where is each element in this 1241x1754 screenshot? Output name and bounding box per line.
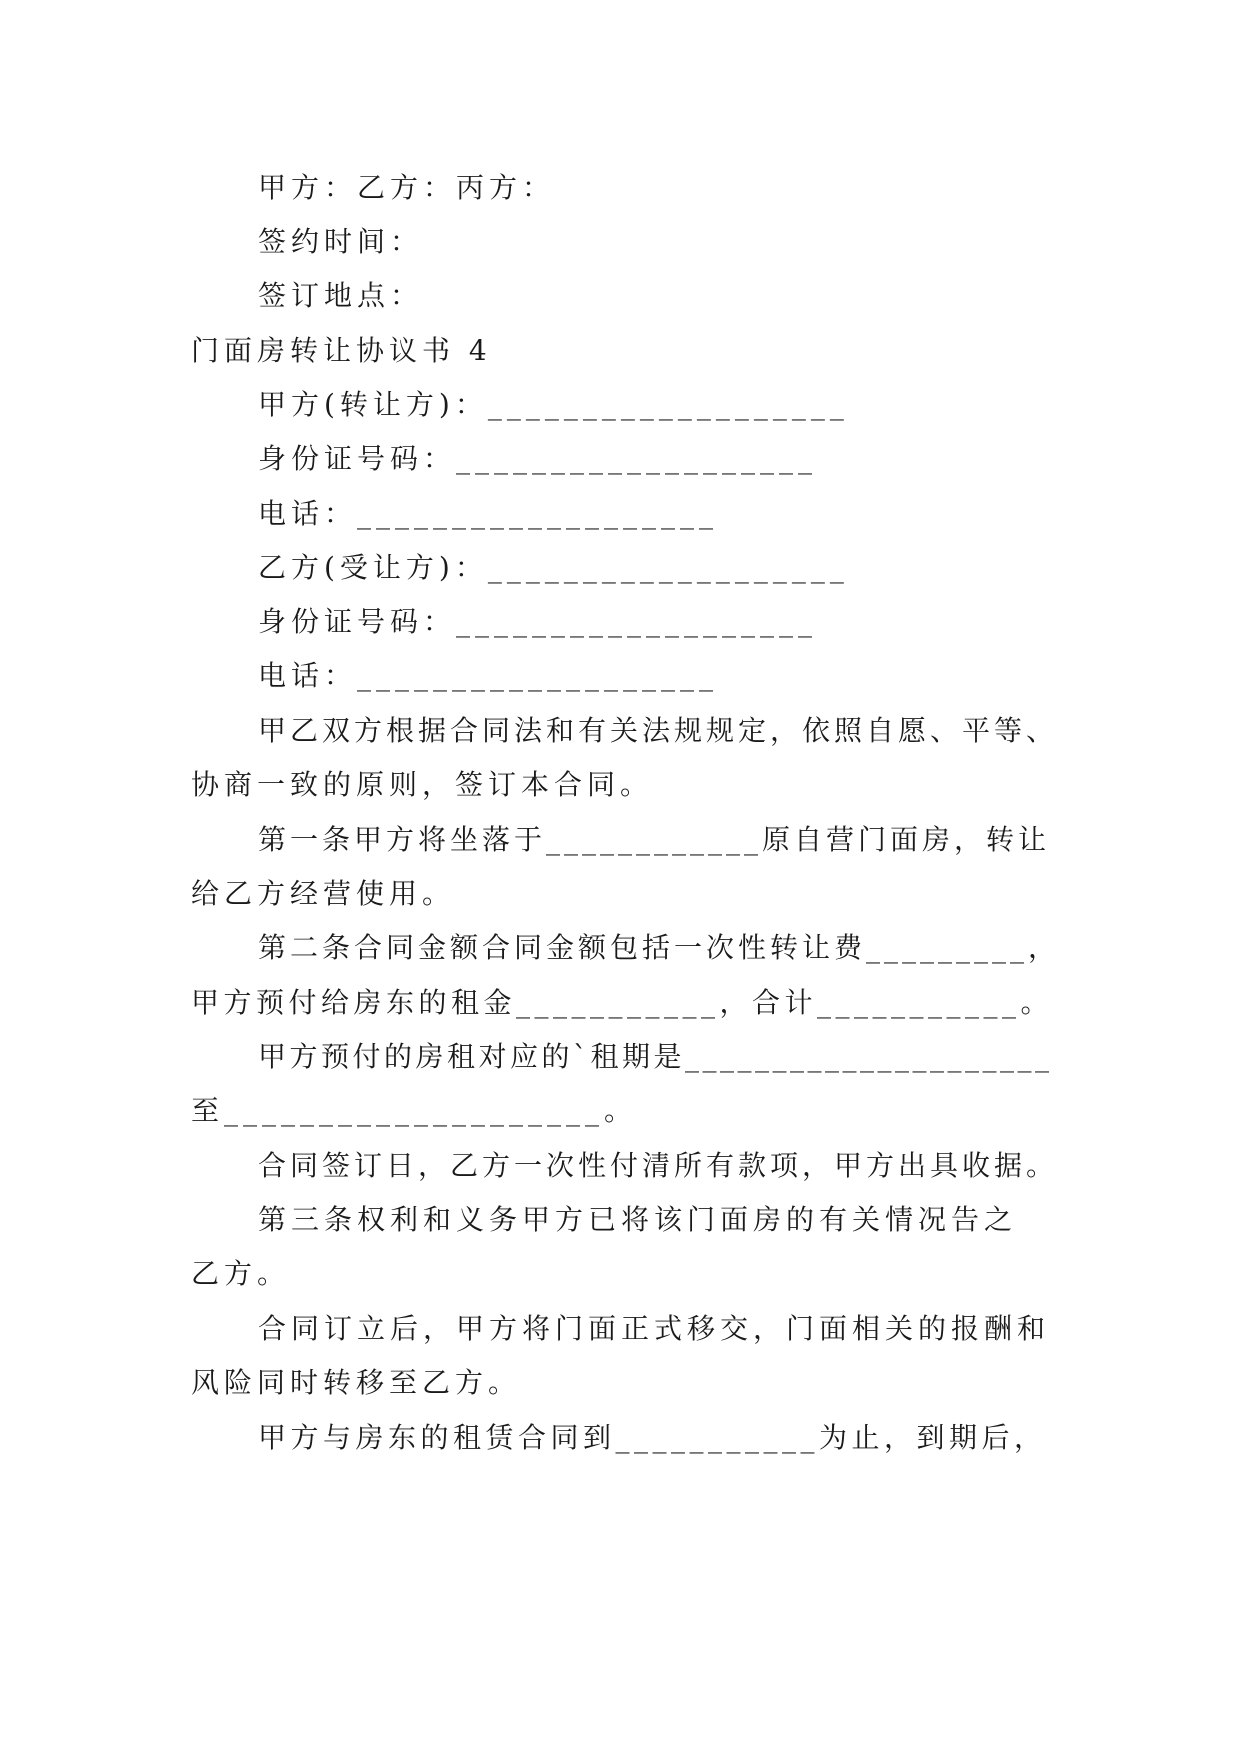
signing-place-line: 签订地点： xyxy=(258,279,424,312)
handover-line-1: 合同订立后，甲方将门面正式移交，门面相关的报酬和 xyxy=(258,1312,1051,1345)
party-a-phone-line: 电话：___________________ xyxy=(258,497,719,530)
party-a-id-line: 身份证号码：___________________ xyxy=(258,442,818,475)
party-b-id-line: 身份证号码：___________________ xyxy=(258,605,818,638)
article-3-line-1: 第三条权利和义务甲方已将该门面房的有关情况告之 xyxy=(258,1203,1018,1236)
payment-line: 合同签订日，乙方一次性付清所有款项，甲方出具收据。 xyxy=(258,1149,1059,1182)
handover-line-2: 风险同时转移至乙方。 xyxy=(191,1366,522,1399)
party-b-line: 乙方(受让方)：___________________ xyxy=(258,551,849,584)
preamble-line-2: 协商一致的原则，签订本合同。 xyxy=(191,768,654,801)
preamble-line-1: 甲乙双方根据合同法和有关法规规定，依照自愿、平等、 xyxy=(258,714,1059,747)
article-2-line-1: 第二条合同金额合同金额包括一次性转让费_________， xyxy=(258,931,1061,964)
article-2-line-2: 甲方预付给房东的租金___________，合计___________。 xyxy=(191,986,1054,1019)
lease-term-line: 甲方与房东的租赁合同到___________为止，到期后， xyxy=(258,1421,1047,1454)
party-b-phone-line: 电话：___________________ xyxy=(258,659,719,692)
rent-period-line-1: 甲方预付的房租对应的`租期是_____________________ xyxy=(258,1040,1053,1073)
party-a-line: 甲方(转让方)：___________________ xyxy=(258,388,849,421)
article-1-line-1: 第一条甲方将坐落于____________原自营门面房，转让 xyxy=(258,823,1051,856)
signing-time-line: 签约时间： xyxy=(258,225,424,258)
parties-line: 甲方：乙方：丙方： xyxy=(258,171,556,204)
document-title: 门面房转让协议书 4 xyxy=(191,334,492,367)
article-3-line-2: 乙方。 xyxy=(191,1257,291,1290)
article-1-line-2: 给乙方经营使用。 xyxy=(191,877,456,910)
rent-period-line-2: 至____________________。 xyxy=(191,1094,638,1127)
